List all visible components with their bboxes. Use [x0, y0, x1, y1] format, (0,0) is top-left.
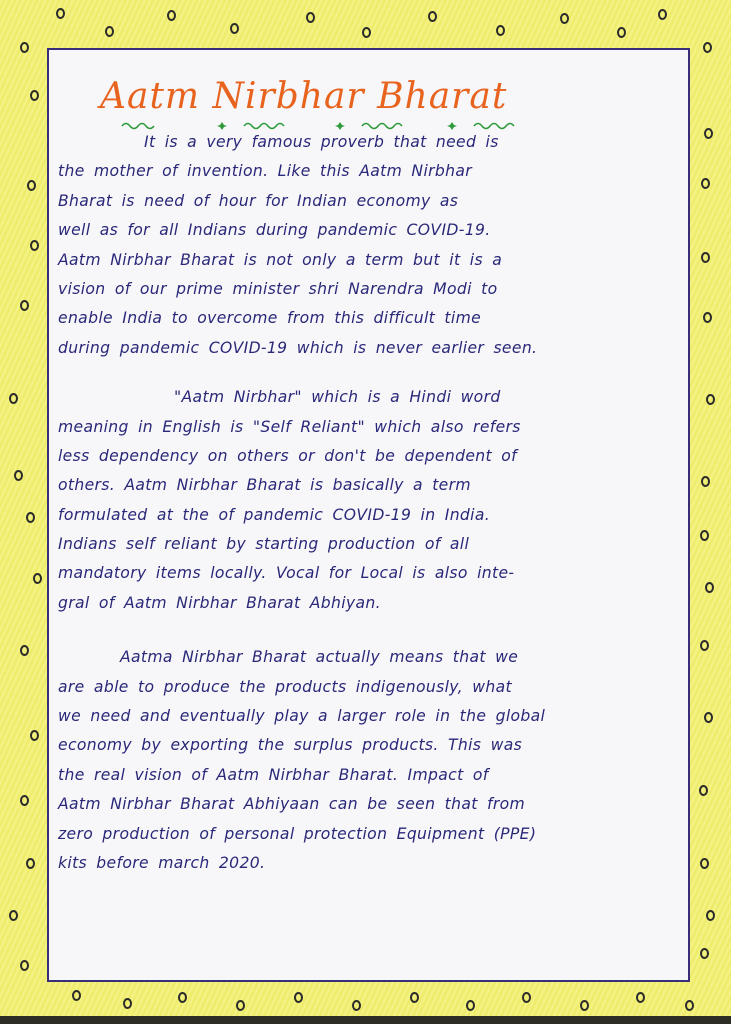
text-line: enable India to overcome from this difficult time	[58, 309, 482, 328]
paragraph-3	[58, 643, 686, 878]
border-dot	[700, 948, 709, 959]
border-dot	[466, 1000, 475, 1011]
text-line: formulated at the of pandemic COVID-19 in India.	[58, 505, 491, 524]
border-dot	[706, 910, 715, 921]
border-dot	[700, 530, 709, 541]
border-dot	[72, 990, 81, 1001]
border-dot	[700, 858, 709, 869]
border-dot	[20, 645, 29, 656]
border-dot	[26, 858, 35, 869]
border-dot	[706, 394, 715, 405]
text-line: during pandemic COVID-19 which is never earlier seen.	[58, 338, 538, 357]
border-dot	[178, 992, 187, 1003]
border-dot	[30, 90, 39, 101]
border-dot	[9, 910, 18, 921]
background-edge	[0, 1016, 731, 1024]
text-line: Aatm Nirbhar Bharat Abhiyaan can be seen that from	[58, 795, 526, 814]
border-dot	[230, 23, 239, 34]
border-dot	[428, 11, 437, 22]
text-line: Bharat is need of hour for Indian economy as	[58, 191, 459, 210]
border-dot	[294, 992, 303, 1003]
text-line: mandatory items locally. Vocal for Local is also inte-	[58, 564, 515, 583]
border-dot	[9, 393, 18, 404]
border-dot	[701, 252, 710, 263]
text-line: gral of Aatm Nirbhar Bharat Abhiyan.	[58, 593, 381, 612]
border-dot	[20, 42, 29, 53]
border-dot	[701, 476, 710, 487]
text-line: "Aatm Nirbhar" which is a Hindi word	[174, 388, 501, 407]
border-dot	[703, 312, 712, 323]
text-line: Aatma Nirbhar Bharat actually means that we	[120, 648, 519, 667]
border-dot	[30, 240, 39, 251]
border-dot	[20, 795, 29, 806]
essay-body	[58, 128, 686, 878]
text-line: Indians self reliant by starting production of all	[58, 535, 470, 554]
border-dot	[522, 992, 531, 1003]
border-dot	[27, 180, 36, 191]
text-line: are able to produce the products indigenously, what	[58, 677, 512, 696]
text-line: Aatm Nirbhar Bharat is not only a term but it is a	[58, 250, 503, 269]
text-line: the real vision of Aatm Nirbhar Bharat. Impact of	[58, 765, 489, 784]
border-dot	[236, 1000, 245, 1011]
text-line: kits before march 2020.	[58, 853, 266, 872]
border-dot	[700, 640, 709, 651]
border-dot	[306, 12, 315, 23]
border-dot	[705, 582, 714, 593]
page-title: Aatm Nirbhar Bharat	[100, 76, 508, 117]
border-dot	[26, 512, 35, 523]
border-dot	[704, 712, 713, 723]
border-dot	[701, 178, 710, 189]
border-dot	[20, 960, 29, 971]
border-dot	[30, 730, 39, 741]
border-dot	[560, 13, 569, 24]
border-dot	[496, 25, 505, 36]
border-dot	[123, 998, 132, 1009]
border-dot	[617, 27, 626, 38]
border-dot	[699, 785, 708, 796]
border-dot	[33, 573, 42, 584]
paragraph-gap	[58, 363, 686, 383]
text-line: we need and eventually play a larger role in the global	[58, 707, 546, 726]
border-dot	[20, 300, 29, 311]
text-line: less dependency on others or don't be dependent of	[58, 446, 518, 465]
text-line: economy by exporting the surplus products. This was	[58, 736, 523, 755]
text-line: vision of our prime minister shri Narendra Modi to	[58, 279, 498, 298]
border-dot	[167, 10, 176, 21]
paragraph-gap	[58, 618, 686, 643]
border-dot	[658, 9, 667, 20]
border-dot	[410, 992, 419, 1003]
text-line: meaning in English is "Self Reliant" which also refers	[58, 417, 521, 436]
text-line: others. Aatm Nirbhar Bharat is basically a term	[58, 476, 471, 495]
border-dot	[352, 1000, 361, 1011]
text-line: It is a very famous proverb that need is	[144, 133, 499, 151]
text-line: well as for all Indians during pandemic COVID-19.	[58, 221, 491, 240]
paragraph-1	[58, 128, 686, 363]
paragraph-2	[58, 383, 686, 618]
text-line: zero production of personal protection Equipment (PPE)	[58, 824, 537, 843]
border-dot	[362, 27, 371, 38]
text-line: the mother of invention. Like this Aatm Nirbhar	[58, 162, 473, 181]
border-dot	[14, 470, 23, 481]
border-dot	[580, 1000, 589, 1011]
border-dot	[56, 8, 65, 19]
border-dot	[703, 42, 712, 53]
border-dot	[105, 26, 114, 37]
border-dot	[636, 992, 645, 1003]
border-dot	[685, 1000, 694, 1011]
border-dot	[704, 128, 713, 139]
